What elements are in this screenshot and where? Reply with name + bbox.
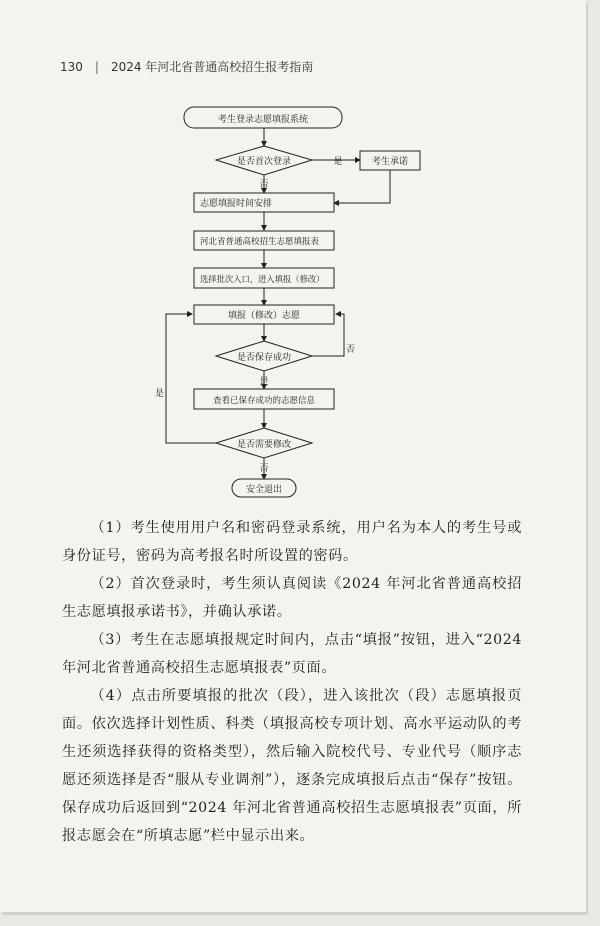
flow-select-batch-node: [194, 268, 334, 288]
flow-decision-first-login: [216, 146, 312, 175]
flow-schedule-node: [194, 193, 334, 212]
yes-label-modify: 是: [155, 389, 165, 399]
decision-modify-text: 是否需要修改: [236, 440, 292, 450]
fill-text: 填报（修改）志愿: [227, 311, 301, 321]
flow-commitment-node: [360, 151, 420, 170]
flow-exit-node: [232, 479, 296, 497]
no-label-saved: 否: [346, 345, 356, 355]
paragraph-4: （4）点击所要填报的批次（段），进入该批次（段）志愿填报页面。依次选择计划性质、科类（填报高校专项计划、高水平运动队的考生还须选择获得的资格类型），然后输入院校代号、专业代号（顺序志愿还须选择是否“服从专业调剂”），逐条完成填报后点击“保存”按钮。保存成功后返回到“2024 年河北省普通高校招生志愿填报表”页面，所报志愿会在“所填志愿”栏中显示出来。: [62, 688, 522, 844]
header-separator: |: [94, 59, 99, 74]
flow-decision-saved: [216, 341, 312, 371]
body-text: [62, 514, 522, 850]
paragraph-3: （3）考生在志愿填报规定时间内，点击“填报”按钮，进入“2024 年河北省普通高校招生志愿填报表”页面。: [62, 632, 522, 676]
no-label-modify: 否: [259, 464, 269, 474]
paragraph-1: （1）考生使用用户名和密码登录系统，用户名为本人的考生号或身份证号，密码为高考报名时所设置的密码。: [62, 520, 522, 564]
form-text: 河北省普通高校招生志愿填报表: [200, 237, 320, 247]
decision-first-login-text: 是否首次登录: [236, 157, 292, 167]
decision-saved-text: 是否保存成功: [236, 353, 292, 363]
no-label-first: 否: [259, 180, 269, 190]
flow-start-text: 考生登录志愿填报系统: [217, 115, 309, 125]
yes-label-first: 是: [333, 157, 343, 167]
flow-decision-modify: [216, 428, 312, 458]
flow-view-saved-node: [194, 389, 334, 409]
flow-form-node: [194, 231, 334, 250]
page-number: 130: [60, 59, 83, 74]
yes-label-saved: 是: [259, 377, 269, 387]
flow-fill-node: [194, 305, 334, 324]
view-saved-text: 查看已保存成功的志愿信息: [212, 396, 316, 406]
schedule-text: 志愿填报时间安排: [200, 199, 273, 209]
select-batch-text: 选择批次入口，进入填报（修改）: [200, 274, 325, 284]
commitment-text: 考生承诺: [371, 157, 409, 167]
paragraph-2: （2）首次登录时，考生须认真阅读《2024 年河北省普通高校招生志愿填报承诺书》，并确认承诺。: [62, 576, 522, 620]
book-title: 2024 年河北省普通高校招生报考指南: [110, 60, 314, 74]
exit-text: 安全退出: [245, 485, 283, 495]
flow-start-node: [184, 107, 342, 128]
